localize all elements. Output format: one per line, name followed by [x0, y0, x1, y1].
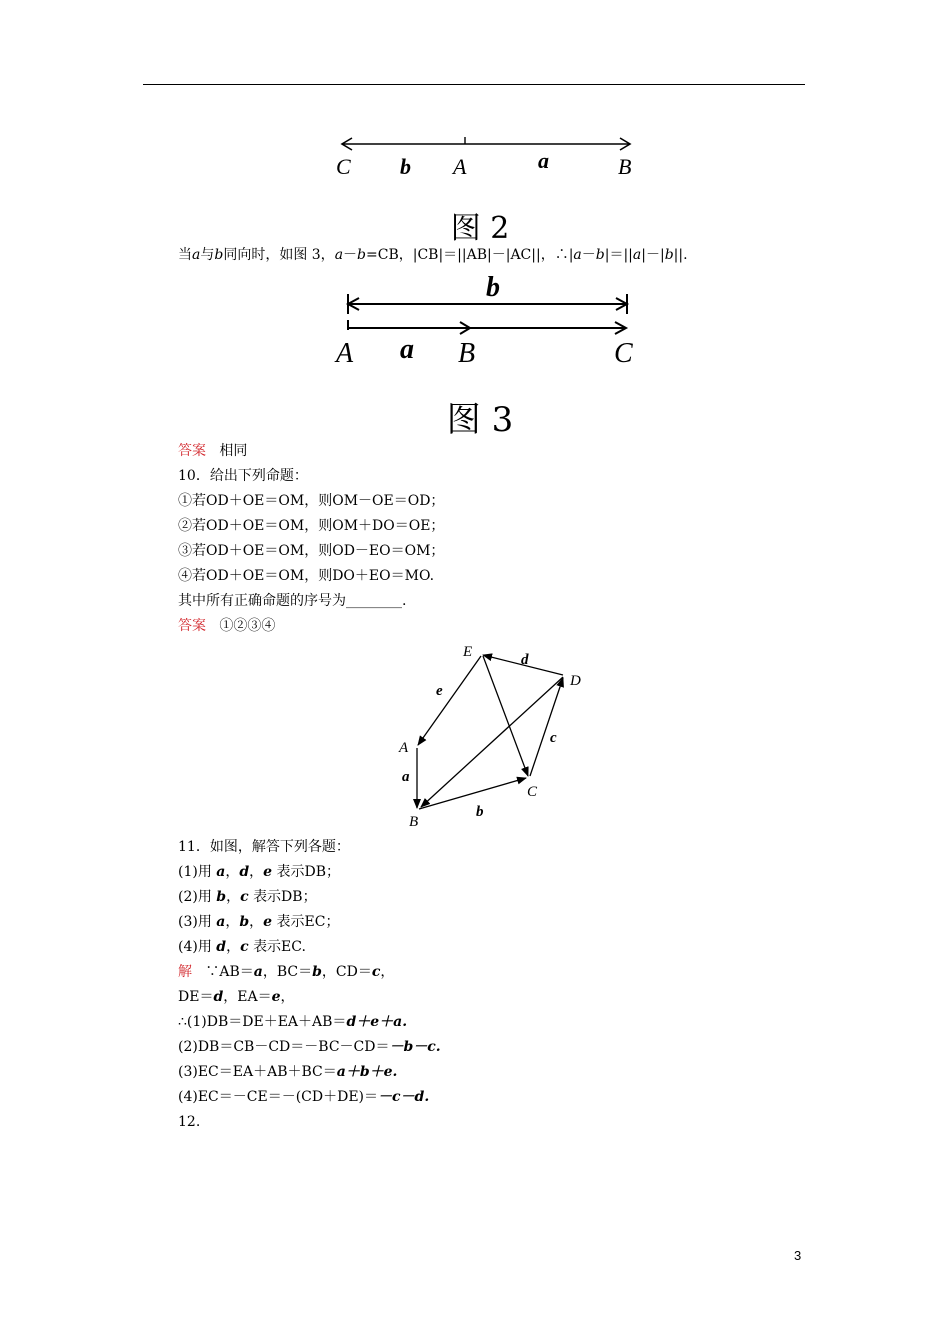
solution-step-1: ∴(1)DB＝DE＋EA＋AB＝d＋e＋a.: [178, 1014, 408, 1030]
q11-title: 11．如图，解答下列各题：: [178, 839, 350, 855]
q11-part: (4)用 d，c 表示EC.: [178, 939, 306, 955]
q11-part: (3)用 a，b，e 表示EC；: [178, 914, 340, 930]
fig2-label-B: B: [618, 154, 632, 179]
fig4-label-a: a: [402, 769, 410, 785]
solution-label: 解: [178, 964, 192, 980]
figure-vectors: [380, 636, 600, 836]
fig2-label-C: C: [336, 154, 351, 179]
fig3-label-B: B: [458, 338, 476, 369]
fig3-caption: 图 3: [446, 400, 514, 440]
header-rule: [143, 84, 805, 85]
fig4-label-D: D: [570, 673, 581, 689]
figure-3: [330, 268, 650, 372]
solution-step-3: (3)EC＝EA＋AB＋BC＝a＋b＋e.: [178, 1064, 398, 1080]
fig3-intro-text: 当a与b同向时，如图 3，a－b=CB，|CB|＝||AB|－|AC||，∴|a－b|＝||a|－|b||.: [178, 247, 688, 263]
answer-1: 答案 相同: [178, 443, 248, 459]
fig4-label-C: C: [527, 784, 538, 800]
answer-label: 答案: [178, 618, 206, 634]
answer-2: 答案 ①②③④: [178, 618, 276, 634]
fig2-caption: 图 2: [450, 211, 510, 246]
q10-item: ①若OD＋OE＝OM，则OM－OE＝OD；: [178, 493, 445, 509]
solution-step-4: (4)EC＝－CE＝－(CD＋DE)＝－c－d.: [178, 1089, 430, 1105]
q10-title: 10．给出下列命题：: [178, 468, 308, 484]
fig4-label-b: b: [476, 804, 484, 820]
page-number: 3: [794, 1248, 802, 1263]
fig2-label-a: a: [538, 148, 549, 173]
fig4-label-B: B: [409, 814, 419, 830]
q10-item: ②若OD＋OE＝OM，则OM＋DO＝OE；: [178, 518, 445, 534]
q10-item: ④若OD＋OE＝OM，则DO＋EO＝MO.: [178, 568, 435, 584]
fig4-label-e: e: [436, 683, 443, 699]
q11-part: (1)用 a，d，e 表示DB；: [178, 864, 341, 880]
fig4-label-d: d: [521, 652, 529, 668]
q10-item: ③若OD＋OE＝OM，则OD－EO＝OM；: [178, 543, 445, 559]
q11-part: (2)用 b，c 表示DB；: [178, 889, 317, 905]
fig3-label-a: a: [400, 334, 414, 365]
fig2-label-A: A: [453, 154, 467, 179]
fig4-label-E: E: [463, 644, 473, 660]
figure-2: [330, 128, 650, 188]
q12-title: 12.: [178, 1114, 201, 1130]
fig4-label-c: c: [550, 730, 557, 746]
q10-prompt: 其中所有正确命题的序号为________.: [178, 593, 407, 609]
fig2-label-b: b: [400, 154, 411, 179]
solution-step-2: (2)DB＝CB－CD＝－BC－CD＝－b－c.: [178, 1039, 441, 1055]
solution-line-1: 解 ∵AB＝a，BC＝b，CD＝c，: [178, 964, 395, 980]
fig4-label-A: A: [399, 740, 409, 756]
answer-label: 答案: [178, 443, 206, 459]
fig3-label-A: A: [336, 338, 354, 369]
solution-line-2: DE＝d，EA＝e，: [178, 989, 295, 1005]
fig3-label-C: C: [614, 338, 633, 369]
fig3-label-b: b: [486, 272, 500, 303]
